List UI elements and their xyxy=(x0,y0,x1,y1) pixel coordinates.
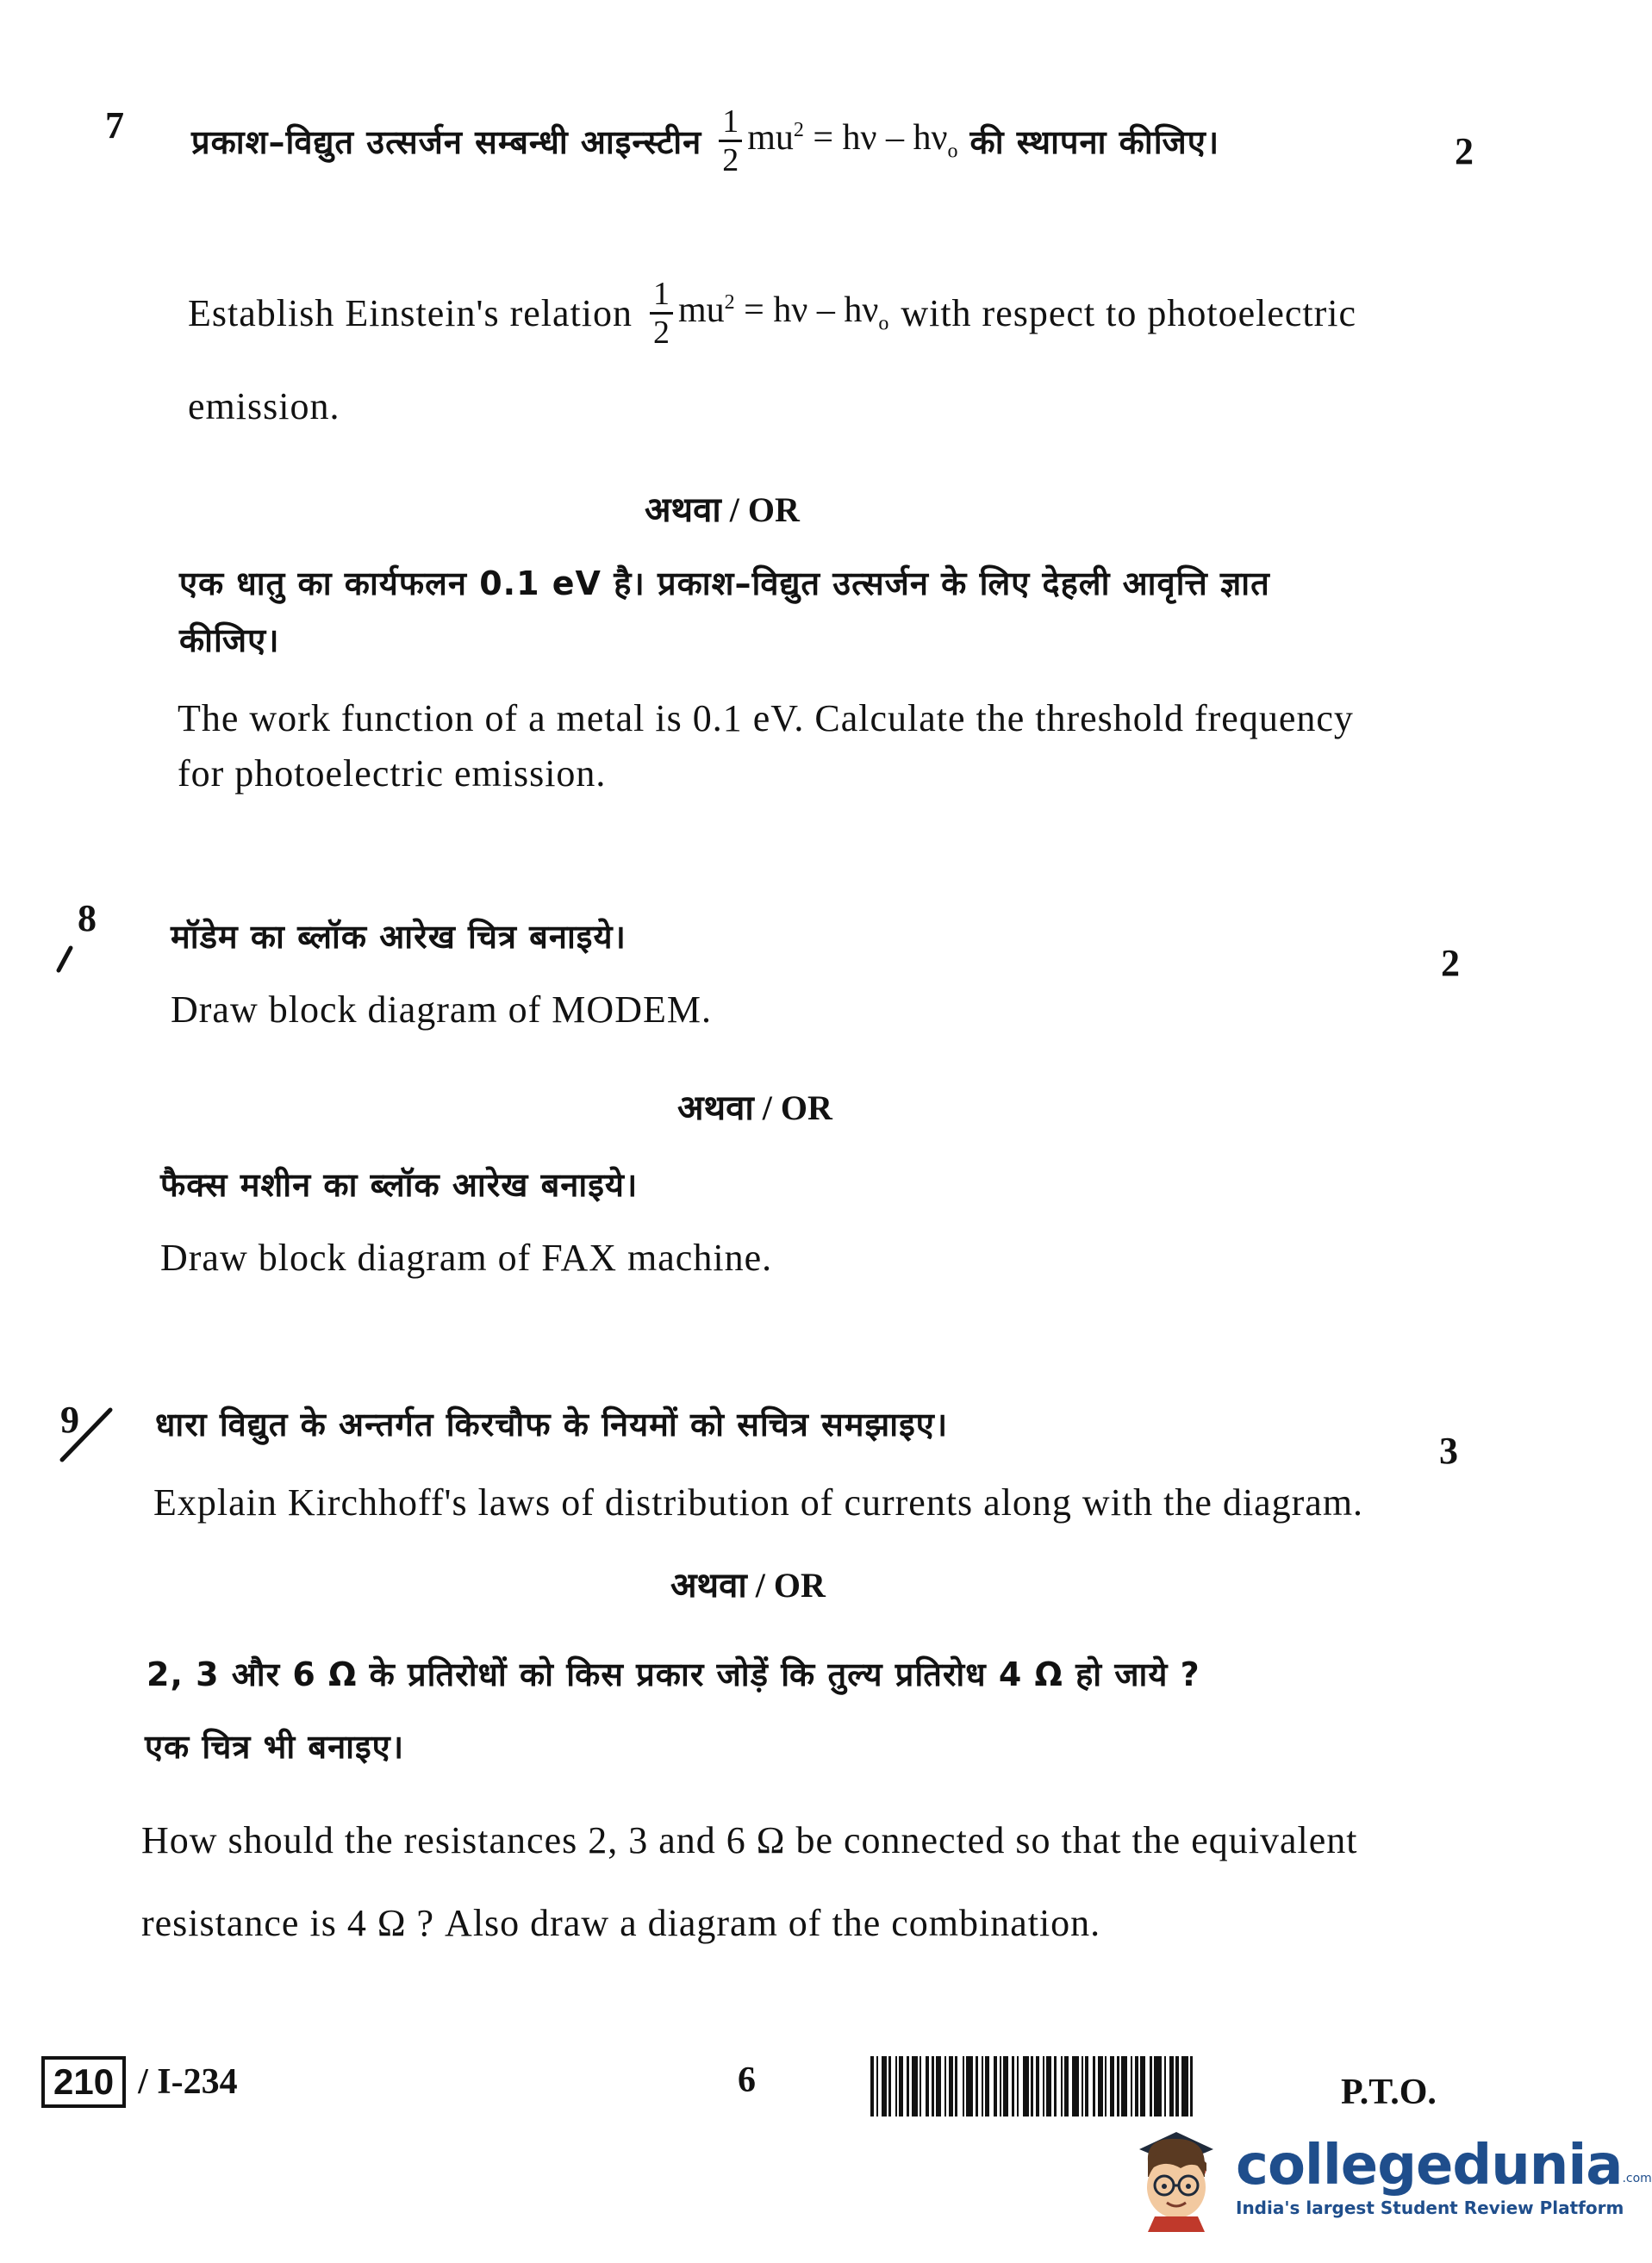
tick-mark-icon xyxy=(53,941,88,976)
pto-label: P.T.O. xyxy=(1341,2073,1437,2112)
question-8-alt-english: Draw block diagram of FAX machine. xyxy=(160,1237,773,1279)
collegedunia-watermark xyxy=(1129,2120,1652,2232)
fraction-half xyxy=(650,277,673,349)
tick-mark-icon xyxy=(57,1405,117,1465)
equation-rhs: = hν – hν xyxy=(734,290,879,331)
paper-code-box: 210 xyxy=(41,2056,126,2108)
fraction-denominator: 2 xyxy=(722,142,739,178)
equation-power: 2 xyxy=(793,119,804,142)
question-7-number: 7 xyxy=(105,104,124,147)
barcode xyxy=(870,2056,1318,2116)
question-7-marks: 2 xyxy=(1455,130,1474,172)
question-9-hindi: धारा विद्युत के अन्तर्गत किरचौफ के नियमों को सचित्र समझाइए। xyxy=(155,1406,949,1443)
question-7-hindi xyxy=(191,105,1219,177)
question-7-english-prefix: Establish Einstein's relation xyxy=(188,292,633,334)
equation-rhs: = hν – hν xyxy=(803,118,948,159)
question-7-english-line2: emission. xyxy=(188,385,340,427)
equation-body: mu xyxy=(747,118,794,159)
question-9-number: 9 xyxy=(60,1399,79,1441)
question-7-hindi-suffix: की स्थापना कीजिए। xyxy=(969,122,1220,161)
question-8-english: Draw block diagram of MODEM. xyxy=(171,988,712,1031)
student-mascot-icon xyxy=(1129,2120,1224,2232)
question-8-marks: 2 xyxy=(1441,942,1460,984)
fraction-numerator: 1 xyxy=(719,105,742,142)
watermark-com: .com xyxy=(1622,2172,1652,2185)
question-9-alt-english-line1: How should the resistances 2, 3 and 6 Ω be connected so that the equivalent xyxy=(141,1819,1358,1861)
question-7-english-suffix: with respect to photoelectric xyxy=(901,292,1357,334)
watermark-tagline: India's largest Student Review Platform xyxy=(1236,2198,1624,2218)
question-9-or-label: अथवा / OR xyxy=(670,1566,826,1605)
question-7-alt-english-line1: The work function of a metal is 0.1 eV. Calculate the threshold frequency xyxy=(178,697,1354,739)
fraction-half xyxy=(719,105,742,177)
watermark-text xyxy=(1236,2134,1652,2218)
question-8-or-label: अथवा / OR xyxy=(677,1088,832,1127)
fraction-numerator: 1 xyxy=(650,277,673,315)
equation-body: mu xyxy=(677,290,725,331)
question-9-english: Explain Kirchhoff's laws of distribution of currents along with the diagram. xyxy=(153,1481,1364,1524)
question-7-or-label: अथवा / OR xyxy=(645,490,800,529)
equation-power: 2 xyxy=(724,291,735,315)
page-number: 6 xyxy=(738,2060,756,2100)
question-8-number: 8 xyxy=(78,897,97,939)
question-9-alt-hindi-line2: एक चित्र भी बनाइए। xyxy=(145,1728,405,1766)
question-9-alt-english-line2: resistance is 4 Ω ? Also draw a diagram of the combination. xyxy=(141,1902,1101,1944)
question-7-alt-english-line2: for photoelectric emission. xyxy=(178,752,607,795)
question-8-hindi: मॉडेम का ब्लॉक आरेख चित्र बनाइये। xyxy=(171,918,627,956)
fraction-denominator: 2 xyxy=(652,315,670,351)
question-7-alt-hindi-line1: एक धातु का कार्यफलन 0.1 eV है। प्रकाश–विद्युत उत्सर्जन के लिए देहली आवृत्ति ज्ञात xyxy=(179,564,1270,602)
einstein-equation-english xyxy=(645,277,888,349)
paper-series: / I-234 xyxy=(138,2062,238,2102)
question-9-marks: 3 xyxy=(1439,1430,1458,1472)
question-7-english xyxy=(188,277,1356,349)
question-7-alt-hindi-line2: कीजिए। xyxy=(179,621,280,659)
watermark-brand: collegedunia xyxy=(1236,2134,1623,2198)
question-7-hindi-prefix: प्रकाश–विद्युत उत्सर्जन सम्बन्धी आइन्स्टीन xyxy=(191,122,702,161)
einstein-equation-hindi xyxy=(714,105,957,177)
question-9-alt-hindi-line1: 2, 3 और 6 Ω के प्रतिरोधों को किस प्रकार जोड़ें कि तुल्य प्रतिरोध 4 Ω हो जाये ? xyxy=(146,1655,1200,1693)
equation-subscript: o xyxy=(878,312,889,335)
paper-code-footer xyxy=(41,2056,238,2108)
equation-subscript: o xyxy=(947,140,958,163)
question-8-alt-hindi: फैक्स मशीन का ब्लॉक आरेख बनाइये। xyxy=(160,1166,639,1204)
